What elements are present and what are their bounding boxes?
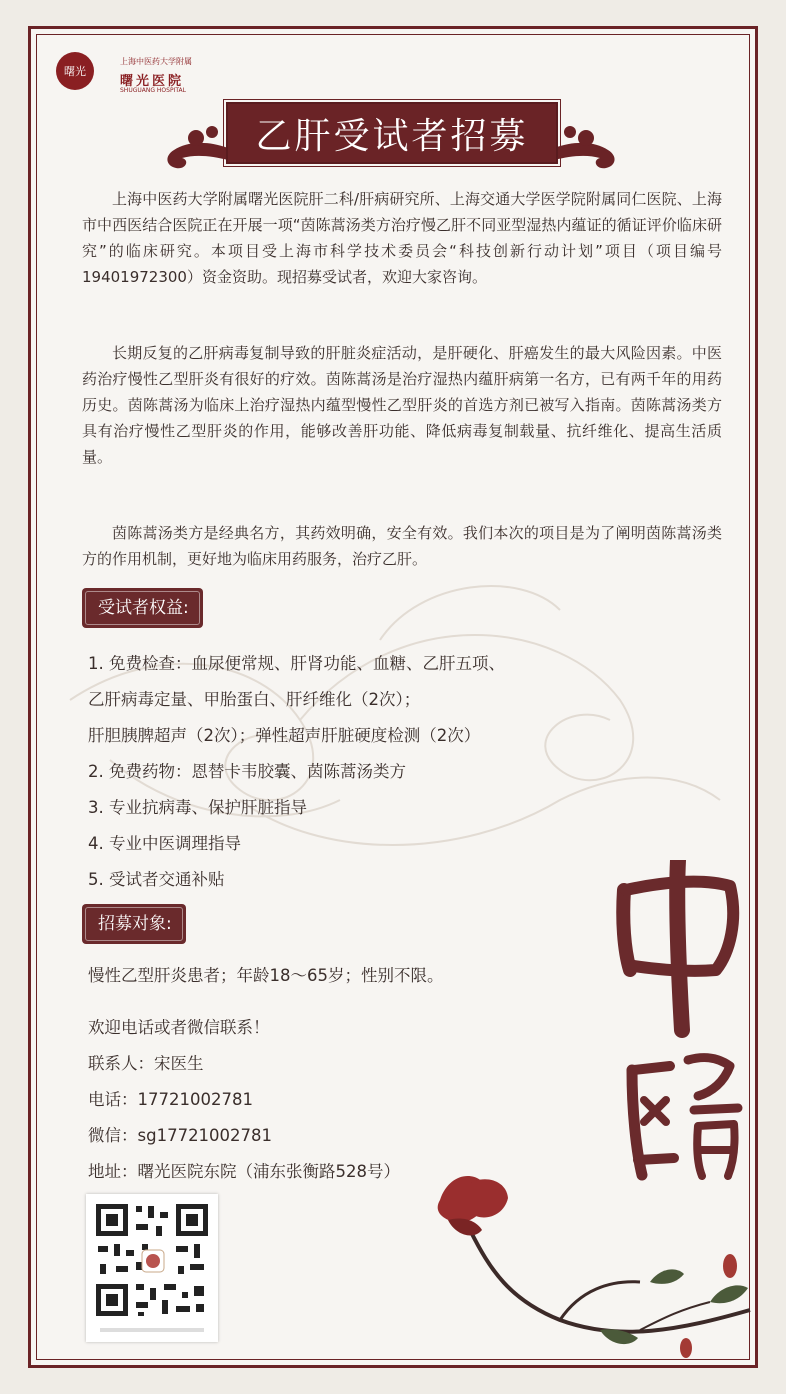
logo-english-name: SHUGUANG HOSPITAL <box>120 87 186 94</box>
magnolia-branch-icon <box>410 1170 756 1360</box>
intro-paragraph-3: 茵陈蒿汤类方是经典名方，其药效明确，安全有效。我们本次的项目是为了阐明茵陈蒿汤类方的作用机制，更好地为临床用药服务，治疗乙肝。 <box>82 524 722 568</box>
contact-invite: 欢迎电话或者微信联系！ <box>88 1018 270 1037</box>
benefit-line: 肝胆胰脾超声（2次）；弹性超声肝脏硬度检测（2次） <box>88 726 481 745</box>
benefit-line: 2. 免费药物：恩替卡韦胶囊、茵陈蒿汤类方 <box>88 762 406 781</box>
contact-person: 联系人：宋医生 <box>88 1054 204 1073</box>
benefit-line: 1. 免费检查：血尿便常规、肝肾功能、血糖、乙肝五项、 <box>88 654 505 673</box>
logo-affiliation: 上海中医药大学附属 <box>120 57 192 66</box>
intro-paragraph-2: 长期反复的乙肝病毒复制导致的肝脏炎症活动，是肝硬化、肝癌发生的最大风险因素。中医药治疗慢性乙型肝炎有很好的疗效。茵陈蒿汤是治疗湿热内蕴肝病第一名方，已有两千年的用药历史。茵陈蒿汤为临床上治疗湿热内蕴型慢性乙型肝炎的首选方剂已被写入指南。茵陈蒿汤类方具有治疗慢性乙型肝炎的作用，能够改善肝功能、降低病毒复制载量、抗纤维化、提高生活质量。 <box>82 344 722 466</box>
contact-phone[interactable]: 电话：17721002781 <box>88 1090 253 1109</box>
benefits-heading: 受试者权益: <box>82 588 203 628</box>
calligraphy-zhongyi <box>612 860 752 1190</box>
hospital-logo <box>56 52 266 98</box>
contact-wechat[interactable]: 微信：sg17721002781 <box>88 1126 273 1145</box>
benefit-line: 乙肝病毒定量、甲胎蛋白、肝纤维化（2次）； <box>88 690 421 709</box>
benefit-line: 5. 受试者交通补贴 <box>88 870 225 889</box>
benefit-line: 4. 专业中医调理指导 <box>88 834 241 853</box>
intro-paragraph-1: 上海中医药大学附属曙光医院肝二科/肝病研究所、上海交通大学医学院附属同仁医院、上海市中西医结合医院正在开展一项“茵陈蒿汤类方治疗慢乙肝不同亚型湿热内蕴证的循证评价临床研究”的临床研究。本项目受上海市科学技术委员会“科技创新行动计划”项目（项目编号19401972300）资金资助。现招募受试者，欢迎大家咨询。 <box>82 190 722 286</box>
title-box <box>226 102 558 164</box>
contact-address: 地址：曙光医院东院（浦东张衡路528号） <box>88 1162 400 1181</box>
qr-code-pattern <box>86 1194 218 1342</box>
qr-code-icon[interactable] <box>86 1194 218 1342</box>
logo-hospital-name: 曙光医院 <box>120 74 185 89</box>
hospital-seal-icon: 曙光 <box>56 52 94 90</box>
recruit-criteria: 慢性乙型肝炎患者；年龄18～65岁；性别不限。 <box>88 966 444 985</box>
recruit-heading: 招募对象: <box>82 904 186 944</box>
page-title: 乙肝受试者招募 <box>255 115 529 157</box>
title-banner <box>156 98 626 178</box>
benefit-line: 3. 专业抗病毒、保护肝脏指导 <box>88 798 307 817</box>
